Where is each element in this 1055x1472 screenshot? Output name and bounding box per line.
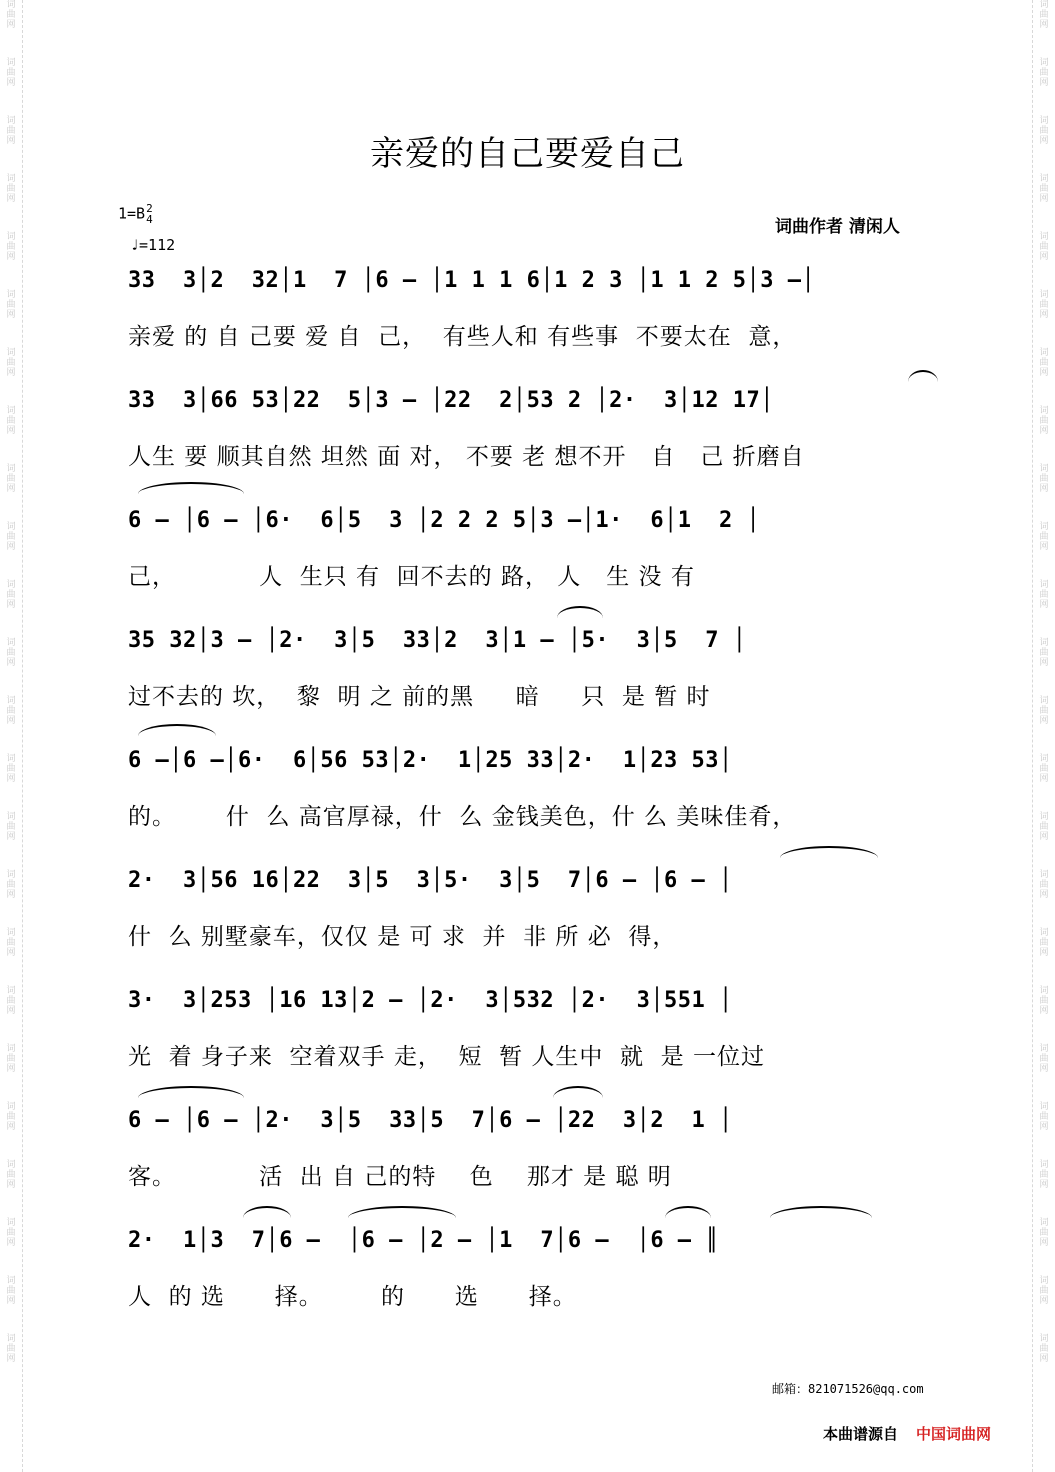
notation-text: 2· 1│3 7│6 – │6 – │2 – │1 7│6 – │6 – ║: [128, 1228, 720, 1253]
right-watermark-strip: [1037, 0, 1051, 1472]
watermark-text: 词曲网: [6, 116, 16, 146]
notation-row: [128, 1220, 958, 1264]
lyrics-row: 什 么 别墅豪车，仅仅 是 可 求 并 非 所 必 得，: [128, 924, 677, 950]
watermark-text: 词曲网: [6, 406, 16, 436]
watermark-text: 词曲网: [6, 696, 16, 726]
watermark-text: 词曲网: [6, 290, 16, 320]
watermark-text: 词曲网: [6, 174, 16, 204]
key-label: 1=B: [118, 204, 146, 223]
watermark-text: 词曲网: [6, 1102, 16, 1132]
watermark-text: 词曲网: [1039, 348, 1049, 378]
watermark-text: 词曲网: [1039, 870, 1049, 900]
watermark-text: 词曲网: [6, 870, 16, 900]
watermark-text: 词曲网: [1039, 638, 1049, 668]
notation-row: [128, 740, 958, 784]
right-margin-rule: [1032, 0, 1033, 1472]
watermark-text: 词曲网: [1039, 928, 1049, 958]
watermark-text: 词曲网: [1039, 696, 1049, 726]
watermark-text: 词曲网: [1039, 0, 1049, 30]
time-signature: [146, 203, 153, 225]
watermark-text: 词曲网: [1039, 406, 1049, 436]
slur-arc: [138, 1086, 244, 1098]
watermark-text: 词曲网: [6, 464, 16, 494]
watermark-text: 词曲网: [6, 232, 16, 262]
notation-text: 35 32│3 – │2· 3│5 33│2 3│1 – │5· 3│5 7 │: [128, 628, 747, 653]
watermark-text: 词曲网: [6, 754, 16, 784]
lyrics-row: 光 着 身子来 空着双手 走， 短 暂 人生中 就 是 一位过: [128, 1044, 765, 1070]
watermark-text: 词曲网: [6, 928, 16, 958]
watermark-text: 词曲网: [1039, 812, 1049, 842]
lyrics-row: 人生 要 顺其自然 坦然 面 对， 不要 老 想不开 自 己 折磨自: [128, 444, 805, 470]
slur-arc: [348, 1206, 456, 1218]
notation-text: 33 3│66 53│22 5│3 – │22 2│53 2 │2· 3│12 17│: [128, 388, 775, 413]
song-title: 亲爱的自己要爱自己: [370, 134, 685, 174]
notation-row: [128, 1100, 958, 1144]
time-top: 2: [146, 202, 153, 215]
slur-arc: [138, 482, 244, 494]
watermark-text: 词曲网: [1039, 580, 1049, 610]
notation-row: [128, 380, 958, 424]
watermark-text: 词曲网: [6, 58, 16, 88]
source-label: 本曲谱源自: [823, 1425, 899, 1443]
watermark-text: 词曲网: [1039, 58, 1049, 88]
watermark-text: 词曲网: [1039, 116, 1049, 146]
watermark-text: 词曲网: [6, 348, 16, 378]
left-margin-rule: [22, 0, 23, 1472]
watermark-text: 词曲网: [6, 1334, 16, 1364]
left-watermark-strip: [4, 0, 18, 1472]
notation-row: [128, 500, 958, 544]
key-signature: [118, 203, 153, 225]
notation-row: [128, 860, 958, 904]
lyrics-row: 亲爱 的 自 己要 爱 自 己， 有些人和 有些事 不要太在 意，: [128, 324, 797, 350]
author-credit: 词曲作者 清闲人: [775, 217, 900, 237]
lyrics-row: 人 的 选 择。 的 选 择。: [128, 1284, 577, 1310]
watermark-text: 词曲网: [1039, 1044, 1049, 1074]
slur-arc: [665, 1206, 711, 1218]
watermark-text: 词曲网: [6, 986, 16, 1016]
watermark-text: 词曲网: [1039, 290, 1049, 320]
slur-arc: [557, 606, 603, 618]
slur-arc: [770, 1206, 872, 1218]
watermark-text: 词曲网: [6, 638, 16, 668]
watermark-text: 词曲网: [6, 1276, 16, 1306]
source-site: 中国词曲网: [916, 1425, 992, 1443]
notation-text: 6 –│6 –│6· 6│56 53│2· 1│25 33│2· 1│23 53│: [128, 748, 733, 773]
lyrics-row: 的。 什 么 高官厚禄，什 么 金钱美色，什 么 美味佳肴，: [128, 804, 797, 830]
source-credit: [823, 1423, 991, 1444]
lyrics-row: 客。 活 出 自 己的特 色 那才 是 聪 明: [128, 1164, 672, 1190]
watermark-text: 词曲网: [1039, 986, 1049, 1016]
notation-row: [128, 980, 958, 1024]
watermark-text: 词曲网: [1039, 1102, 1049, 1132]
slur-arc: [243, 1206, 291, 1218]
notation-row: [128, 620, 958, 664]
watermark-text: 词曲网: [6, 812, 16, 842]
slur-arc: [138, 724, 216, 736]
watermark-text: 词曲网: [1039, 1334, 1049, 1364]
notation-text: 6 – │6 – │6· 6│5 3 │2 2 2 5│3 –│1· 6│1 2 │: [128, 508, 761, 533]
notation-text: 2· 3│56 16│22 3│5 3│5· 3│5 7│6 – │6 – │: [128, 868, 733, 893]
slur-arc: [553, 1086, 603, 1098]
slur-arc: [908, 370, 938, 382]
watermark-text: 词曲网: [1039, 1160, 1049, 1190]
notation-text: 6 – │6 – │2· 3│5 33│5 7│6 – │22 3│2 1 │: [128, 1108, 733, 1133]
lyrics-row: 过不去的 坎， 黎 明 之 前的黑 暗 只 是 暂 时: [128, 684, 711, 710]
notation-text: 3· 3│253 │16 13│2 – │2· 3│532 │2· 3│551 │: [128, 988, 733, 1013]
watermark-text: 词曲网: [6, 1218, 16, 1248]
watermark-text: 词曲网: [6, 0, 16, 30]
watermark-text: 词曲网: [1039, 232, 1049, 262]
watermark-text: 词曲网: [1039, 1276, 1049, 1306]
watermark-text: 词曲网: [1039, 754, 1049, 784]
contact-email: 邮箱：821071526@qq.com: [772, 1382, 924, 1396]
tempo-marking: ♩=112: [130, 236, 176, 254]
notation-text: 33 3│2 32│1 7 │6 – │1 1 1 6│1 2 3 │1 1 2 5│3 –│: [128, 268, 816, 293]
lyrics-row: 己， 人 生只 有 回不去的 路， 人 生 没 有: [128, 564, 695, 590]
watermark-text: 词曲网: [6, 580, 16, 610]
watermark-text: 词曲网: [1039, 1218, 1049, 1248]
watermark-text: 词曲网: [1039, 174, 1049, 204]
notation-row: [128, 260, 958, 304]
time-bottom: 4: [146, 213, 153, 226]
watermark-text: 词曲网: [1039, 522, 1049, 552]
watermark-text: 词曲网: [6, 522, 16, 552]
watermark-text: 词曲网: [1039, 464, 1049, 494]
slur-arc: [780, 846, 878, 858]
watermark-text: 词曲网: [6, 1044, 16, 1074]
watermark-text: 词曲网: [6, 1160, 16, 1190]
